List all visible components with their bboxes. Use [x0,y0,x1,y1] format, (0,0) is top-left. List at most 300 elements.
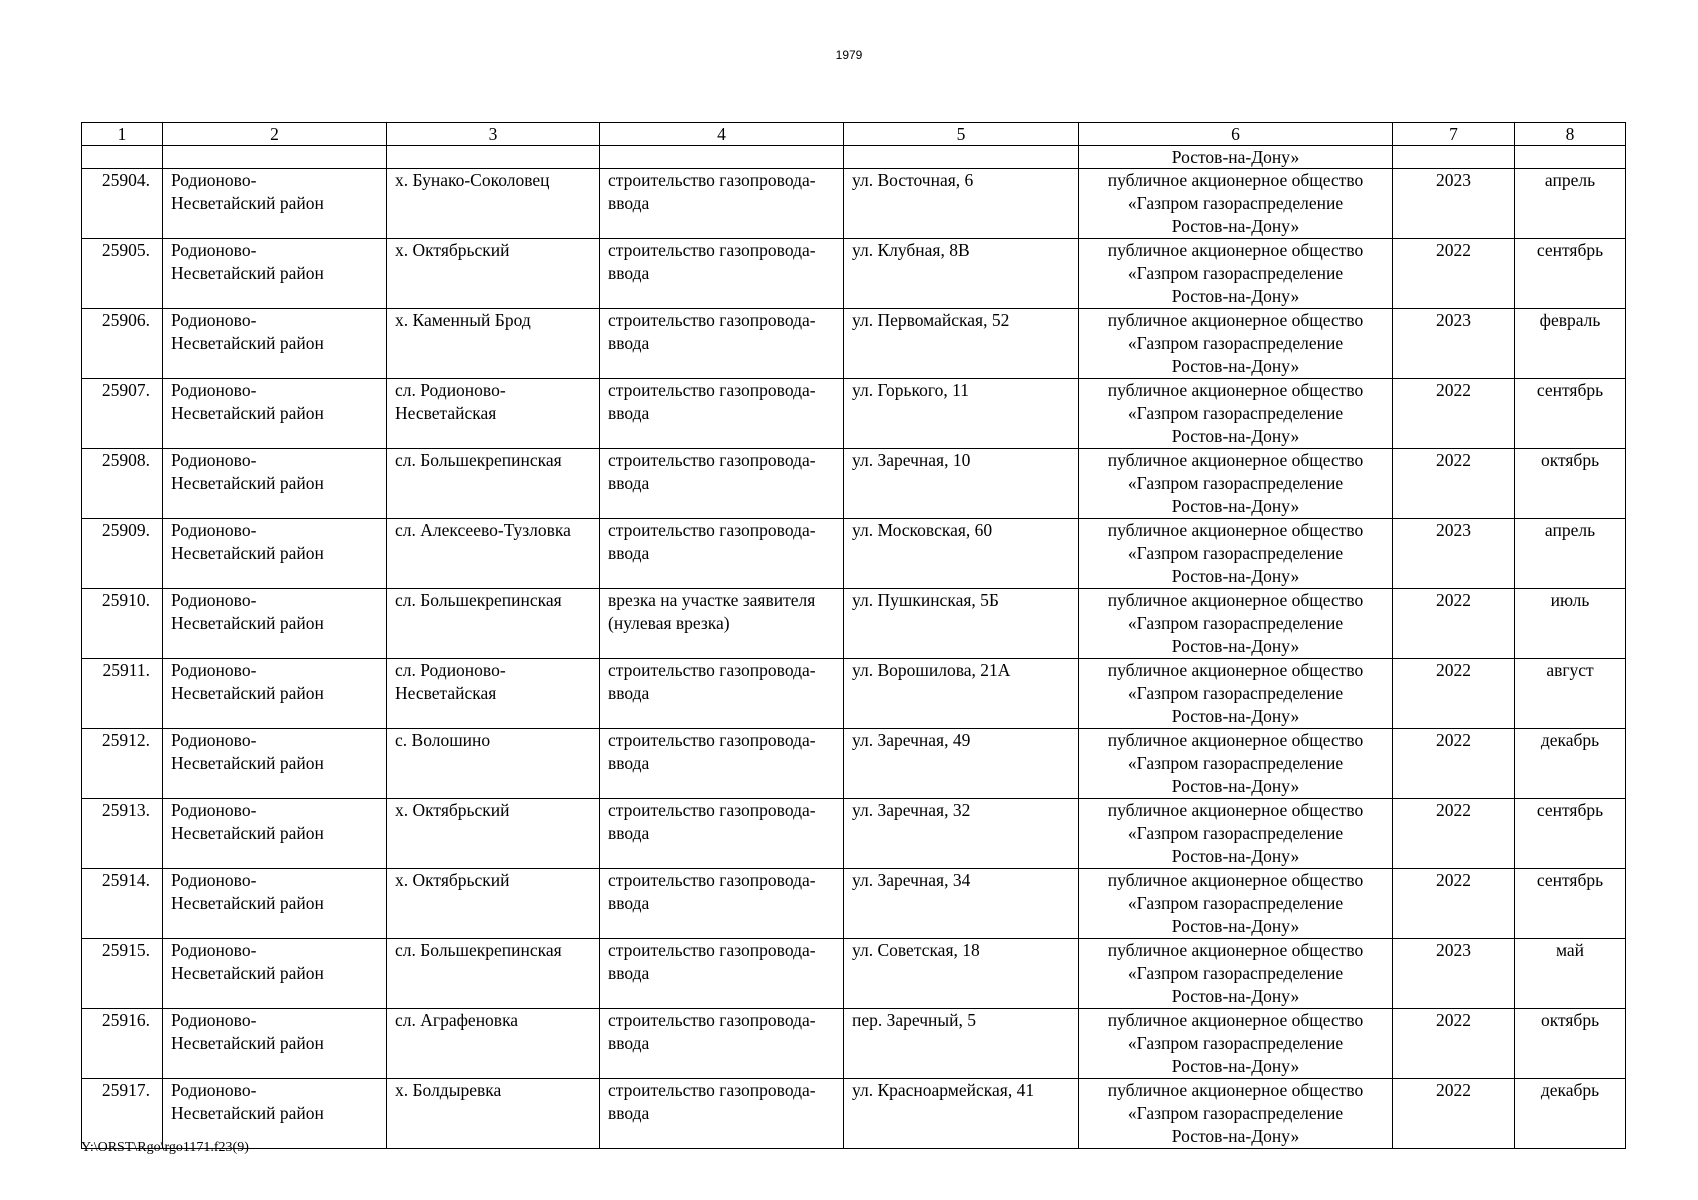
address: ул. Ворошилова, 21А [852,660,1011,680]
settlement-cell [387,799,600,869]
organization-line: Ростов-на-Дону» [1171,986,1300,1006]
row-number: 25912. [101,730,150,750]
month: апрель [1544,520,1596,540]
row-number-cell [82,799,163,869]
district-line: Несветайский район [171,333,324,353]
year: 2023 [1436,310,1471,330]
work-type: строительство газопровода-ввода [608,660,816,703]
district-line: Несветайский район [171,683,324,703]
row-number: 25917. [101,1080,150,1100]
row-number-cell [82,519,163,589]
year: 2022 [1436,380,1471,400]
month: декабрь [1540,1080,1600,1100]
district-line: Несветайский район [171,1103,324,1123]
district-line: Родионово- [171,870,257,890]
year-cell [1393,519,1515,589]
column-number: 7 [1393,123,1515,146]
district-cell [163,449,387,519]
work-type: врезка на участке заявителя (нулевая врезка) [608,590,816,633]
organization-line: «Газпром газораспределение [1127,963,1344,983]
year: 2022 [1436,870,1471,890]
month-cell [1515,659,1626,729]
organization-line: Ростов-на-Дону» [1171,636,1300,656]
organization-cell [1079,869,1393,939]
work-type-cell [600,939,844,1009]
month: сентябрь [1536,800,1604,820]
address-cell [844,729,1079,799]
file-path-footer: Y:\ORST\Rgo\rgo1171.f23(9) [81,1140,249,1155]
work-type-cell [600,589,844,659]
settlement-cell [387,659,600,729]
month-cell [1515,169,1626,239]
address: ул. Советская, 18 [852,940,980,960]
settlement: сл. Аграфеновка [395,1010,519,1030]
address: ул. Заречная, 10 [852,450,971,470]
table-row [82,1009,1626,1079]
organization-line: публичное акционерное общество [1107,450,1364,470]
organization-line: публичное акционерное общество [1107,940,1364,960]
organization-line: публичное акционерное общество [1107,170,1364,190]
settlement-cell [387,1079,600,1149]
district-line: Несветайский район [171,403,324,423]
district-line: Родионово- [171,1080,257,1100]
year-cell [1393,589,1515,659]
row-number: 25915. [101,940,150,960]
work-type: строительство газопровода-ввода [608,380,816,423]
district-cell [163,869,387,939]
month-cell [1515,939,1626,1009]
district-line: Несветайский район [171,823,324,843]
month-cell [1515,589,1626,659]
organization-line: «Газпром газораспределение [1127,893,1344,913]
table-row [82,729,1626,799]
continuation-cell [1515,146,1626,169]
organization-line: «Газпром газораспределение [1127,543,1344,563]
settlement: х. Болдыревка [395,1080,502,1100]
table-row [82,589,1626,659]
address-cell [844,239,1079,309]
month: июль [1550,590,1590,610]
year: 2022 [1436,730,1471,750]
work-type: строительство газопровода-ввода [608,730,816,773]
district-line: Родионово- [171,1010,257,1030]
year-cell [1393,309,1515,379]
organization-line: «Газпром газораспределение [1127,333,1344,353]
address-cell [844,939,1079,1009]
organization-line: Ростов-на-Дону» [1171,846,1300,866]
district-line: Несветайский район [171,613,324,633]
month: декабрь [1540,730,1600,750]
organization-line: публичное акционерное общество [1107,800,1364,820]
district-line: Несветайский район [171,193,324,213]
address-cell [844,799,1079,869]
settlement: сл. Алексеево-Тузловка [395,520,571,540]
row-number-cell [82,309,163,379]
settlement-cell [387,939,600,1009]
continuation-cell [1393,146,1515,169]
district-cell [163,799,387,869]
month-cell [1515,799,1626,869]
organization-line: Ростов-на-Дону» [1171,706,1300,726]
table-row [82,799,1626,869]
year-cell [1393,239,1515,309]
organization-line: «Газпром газораспределение [1127,403,1344,423]
district-line: Родионово- [171,660,257,680]
settlement-cell [387,1009,600,1079]
row-number-cell [82,239,163,309]
settlement-cell [387,729,600,799]
row-number-cell [82,869,163,939]
district-line: Родионово- [171,170,257,190]
continuation-cell [600,146,844,169]
year: 2023 [1436,170,1471,190]
work-type: строительство газопровода-ввода [608,520,816,563]
table-row [82,869,1626,939]
work-type-cell [600,1009,844,1079]
month: сентябрь [1536,380,1604,400]
organization-cell [1079,1009,1393,1079]
organization-line: публичное акционерное общество [1107,310,1364,330]
table-row [82,659,1626,729]
row-number: 25910. [101,590,150,610]
organization-cell [1079,239,1393,309]
organization-line: «Газпром газораспределение [1127,193,1344,213]
table-row [82,379,1626,449]
district-cell [163,1009,387,1079]
organization-line: «Газпром газораспределение [1127,473,1344,493]
address-cell [844,309,1079,379]
organization-cell [1079,729,1393,799]
work-type: строительство газопровода-ввода [608,240,816,283]
organization-line: «Газпром газораспределение [1127,823,1344,843]
work-type-cell [600,799,844,869]
work-type-cell [600,729,844,799]
address-cell [844,589,1079,659]
year-cell [1393,939,1515,1009]
month-cell [1515,309,1626,379]
district-line: Родионово- [171,310,257,330]
row-number-cell [82,169,163,239]
table-row [82,169,1626,239]
continuation-cell [387,146,600,169]
month: сентябрь [1536,870,1604,890]
district-line: Несветайский район [171,1033,324,1053]
address: пер. Заречный, 5 [852,1010,977,1030]
month: февраль [1539,310,1601,330]
district-line: Родионово- [171,240,257,260]
year: 2022 [1436,590,1471,610]
month-cell [1515,379,1626,449]
district-line: Несветайский район [171,543,324,563]
district-cell [163,659,387,729]
organization-cell [1079,939,1393,1009]
work-type-cell [600,869,844,939]
month-cell [1515,519,1626,589]
settlement-cell [387,239,600,309]
organization-line: Ростов-на-Дону» [1171,286,1300,306]
year-cell [1393,869,1515,939]
work-type-cell [600,519,844,589]
organization-line: «Газпром газораспределение [1127,613,1344,633]
organization-line: публичное акционерное общество [1107,240,1364,260]
row-number-cell [82,589,163,659]
district-cell [163,589,387,659]
month: апрель [1544,170,1596,190]
settlement: сл. Большекрепинская [395,940,562,960]
month-cell [1515,869,1626,939]
organization-cell [1079,169,1393,239]
month-cell [1515,729,1626,799]
organization-line: Ростов-на-Дону» [1171,916,1300,936]
column-number: 5 [844,123,1079,146]
district-cell [163,1079,387,1149]
row-number-cell [82,379,163,449]
column-number: 4 [600,123,844,146]
work-type-cell [600,309,844,379]
settlement-cell [387,589,600,659]
address: ул. Первомайская, 52 [852,310,1010,330]
year-cell [1393,1079,1515,1149]
organization-cell [1079,519,1393,589]
row-number-cell [82,1009,163,1079]
organization-cell [1079,799,1393,869]
district-cell [163,239,387,309]
settlement-cell [387,379,600,449]
work-type: строительство газопровода-ввода [608,1080,816,1123]
address: ул. Заречная, 34 [852,870,971,890]
organization-line: публичное акционерное общество [1107,1010,1364,1030]
table-row [82,449,1626,519]
district-cell [163,519,387,589]
year-cell [1393,1009,1515,1079]
address-cell [844,1079,1079,1149]
organization-line: публичное акционерное общество [1107,520,1364,540]
address: ул. Заречная, 49 [852,730,971,750]
month-cell [1515,239,1626,309]
table-row [82,519,1626,589]
district-cell [163,309,387,379]
settlement: сл. Родионово-Несветайская [395,380,506,423]
work-type: строительство газопровода-ввода [608,1010,816,1053]
organization-line: «Газпром газораспределение [1127,1103,1344,1123]
year-cell [1393,799,1515,869]
organization-line: публичное акционерное общество [1107,730,1364,750]
organization-cell [1079,589,1393,659]
month: октябрь [1540,450,1600,470]
work-type-cell [600,169,844,239]
district-cell [163,379,387,449]
row-number-cell [82,939,163,1009]
address: ул. Клубная, 8В [852,240,970,260]
address: ул. Заречная, 32 [852,800,971,820]
address: ул. Московская, 60 [852,520,993,540]
row-number: 25913. [101,800,150,820]
settlement: х. Каменный Брод [395,310,531,330]
column-number: 3 [387,123,600,146]
address-cell [844,869,1079,939]
organization-line: «Газпром газораспределение [1127,1033,1344,1053]
row-number: 25908. [101,450,150,470]
column-number: 8 [1515,123,1626,146]
organization-line: публичное акционерное общество [1107,870,1364,890]
organization-line: публичное акционерное общество [1107,660,1364,680]
address: ул. Пушкинская, 5Б [852,590,999,610]
year: 2022 [1436,1080,1471,1100]
work-type: строительство газопровода-ввода [608,170,816,213]
settlement: сл. Родионово-Несветайская [395,660,506,703]
address-cell [844,659,1079,729]
settlement: с. Волошино [395,730,491,750]
table-row [82,939,1626,1009]
month: май [1555,940,1585,960]
column-number-row [82,123,1626,146]
gas-connection-register-table [81,122,1626,1149]
work-type: строительство газопровода-ввода [608,940,816,983]
settlement: х. Октябрьский [395,870,510,890]
district-cell [163,939,387,1009]
district-line: Родионово- [171,450,257,470]
settlement: х. Бунако-Соколовец [395,170,550,190]
organization-line: «Газпром газораспределение [1127,753,1344,773]
month: август [1546,660,1594,680]
work-type-cell [600,379,844,449]
organization-line: Ростов-на-Дону» [1171,356,1300,376]
year-cell [1393,729,1515,799]
organization-cell [1079,449,1393,519]
organization-line: Ростов-на-Дону» [1171,1056,1300,1076]
page-number: 1979 [835,48,863,62]
organization-cell [1079,659,1393,729]
row-number: 25907. [101,380,150,400]
row-number: 25914. [101,870,150,890]
work-type-cell [600,449,844,519]
continuation-row [82,146,1626,169]
organization-line: «Газпром газораспределение [1127,263,1344,283]
address: ул. Горького, 11 [852,380,969,400]
district-cell [163,169,387,239]
district-line: Родионово- [171,520,257,540]
district-line: Несветайский район [171,963,324,983]
settlement-cell [387,449,600,519]
month-cell [1515,1079,1626,1149]
year: 2022 [1436,1010,1471,1030]
settlement-cell [387,169,600,239]
work-type-cell [600,659,844,729]
row-number: 25906. [101,310,150,330]
year-cell [1393,659,1515,729]
month-cell [1515,449,1626,519]
organization-line: публичное акционерное общество [1107,1080,1364,1100]
work-type: строительство газопровода-ввода [608,800,816,843]
district-line: Несветайский район [171,753,324,773]
row-number-cell [82,1079,163,1149]
settlement: сл. Большекрепинская [395,590,562,610]
settlement-cell [387,309,600,379]
column-number: 2 [163,123,387,146]
organization-line: Ростов-на-Дону» [1171,776,1300,796]
table-row [82,1079,1626,1149]
organization-line: Ростов-на-Дону» [1171,1126,1300,1146]
settlement: х. Октябрьский [395,240,510,260]
month: сентябрь [1536,240,1604,260]
address: ул. Красноармейская, 41 [852,1080,1035,1100]
row-number: 25916. [101,1010,150,1030]
year: 2022 [1436,240,1471,260]
organization-line: Ростов-на-Дону» [1171,496,1300,516]
district-line: Родионово- [171,800,257,820]
month-cell [1515,1009,1626,1079]
year: 2023 [1436,940,1471,960]
continuation-cell [844,146,1079,169]
continuation-cell [163,146,387,169]
address-cell [844,379,1079,449]
work-type: строительство газопровода-ввода [608,450,816,493]
row-number-cell [82,449,163,519]
row-number-cell [82,659,163,729]
month: октябрь [1540,1010,1600,1030]
year: 2023 [1436,520,1471,540]
address-cell [844,449,1079,519]
district-line: Родионово- [171,730,257,750]
continuation-cell [82,146,163,169]
work-type-cell [600,1079,844,1149]
work-type: строительство газопровода-ввода [608,870,816,913]
year: 2022 [1436,450,1471,470]
address-cell [844,169,1079,239]
year-cell [1393,169,1515,239]
column-number: 6 [1079,123,1393,146]
year: 2022 [1436,800,1471,820]
table-row [82,239,1626,309]
row-number: 25909. [101,520,150,540]
organization-cell [1079,1079,1393,1149]
work-type-cell [600,239,844,309]
row-number-cell [82,729,163,799]
district-line: Родионово- [171,940,257,960]
work-type: строительство газопровода-ввода [608,310,816,353]
continuation-cell: Ростов-на-Дону» [1079,146,1393,169]
district-line: Несветайский район [171,263,324,283]
table-row [82,309,1626,379]
settlement: х. Октябрьский [395,800,510,820]
settlement-cell [387,869,600,939]
district-line: Несветайский район [171,893,324,913]
organization-cell [1079,309,1393,379]
organization-cell [1079,379,1393,449]
settlement-cell [387,519,600,589]
settlement: сл. Большекрепинская [395,450,562,470]
organization-line: публичное акционерное общество [1107,590,1364,610]
row-number: 25905. [101,240,150,260]
district-line: Родионово- [171,590,257,610]
address-cell [844,519,1079,589]
column-number: 1 [82,123,163,146]
organization-line: «Газпром газораспределение [1127,683,1344,703]
year-cell [1393,449,1515,519]
organization-line: публичное акционерное общество [1107,380,1364,400]
organization-line: Ростов-на-Дону» [1171,216,1300,236]
address-cell [844,1009,1079,1079]
year-cell [1393,379,1515,449]
row-number: 25911. [102,660,150,680]
year: 2022 [1436,660,1471,680]
address: ул. Восточная, 6 [852,170,974,190]
organization-line: Ростов-на-Дону» [1171,426,1300,446]
district-line: Родионово- [171,380,257,400]
district-cell [163,729,387,799]
row-number: 25904. [101,170,150,190]
organization-line: Ростов-на-Дону» [1171,566,1300,586]
